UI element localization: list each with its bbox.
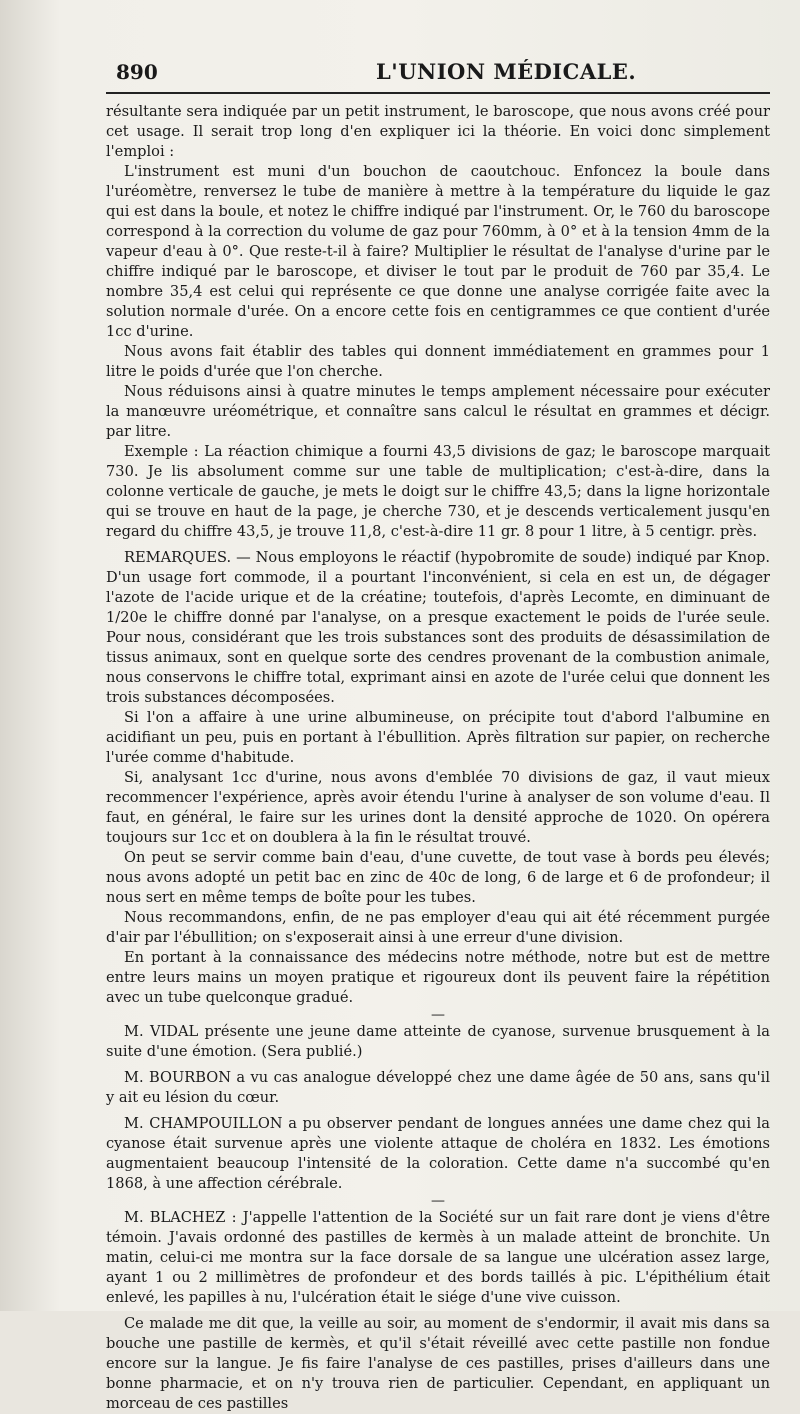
section-separator: — <box>431 1193 445 1209</box>
paragraph: En portant à la connaissance des médecins notre méthode, notre but est de mettre entre leurs mains un moyen pratique et rigoureux dont ils peuvent faire la répétition avec un tube quelconque gradué. <box>106 949 770 1006</box>
running-title: L'UNION MÉDICALE. <box>376 59 637 84</box>
paragraph: L'instrument est muni d'un bouchon de caoutchouc. Enfoncez la boule dans l'uréomètre, renversez le tube de manière à mettre à la température du liquide le gaz qui est dans la boule, et notez le chiffre indiqué par l'instrument. Or, le 760 du baroscope correspond à la correction du volume de gaz pour 760mm, à 0° et à la tension 4mm de la vapeur d'eau à 0°. Que reste-t-il à faire? Multiplier le résultat de l'analyse d'urine par le chiffre indiqué par le baroscope, et diviser le tout par le produit de 760 par 35,4. Le nombre 35,4 est celui qui représente ce que donne une analyse corrigée faite avec la solution normale d'urée. On a encore cette fois en centigrammes ce que contient d'urée 1cc d'urine. <box>106 163 770 340</box>
paragraph: M. VIDAL présente une jeune dame atteinte de cyanose, survenue brusquement à la suite d'une émotion. (Sera publié.) <box>106 1023 770 1060</box>
page-header <box>106 52 770 94</box>
section-separator: — <box>431 1007 445 1023</box>
paragraph: Si, analysant 1cc d'urine, nous avons d'emblée 70 divisions de gaz, il vaut mieux recommencer l'expérience, après avoir étendu l'urine à analyser de son volume d'eau. Il faut, en général, le faire sur les urines dont la densité approche de 1020. On opérera toujours sur 1cc et on doublera à la fin le résultat trouvé. <box>106 769 770 846</box>
body-text <box>106 102 770 1414</box>
paragraph: Nous avons fait établir des tables qui donnent immédiatement en grammes pour 1 litre le poids d'urée que l'on cherche. <box>106 343 770 380</box>
paragraph: Ce malade me dit que, la veille au soir, au moment de s'endormir, il avait mis dans sa bouche une pastille de kermès, et qu'il s'était réveillé avec cette pastille non fondue encore sur la langue. Je fis faire l'analyse de ces pastilles, prises d'ailleurs dans une bonne pharmacie, et on n'y trouva rien de particulier. Cependant, en appliquant un morceau de ces pastilles <box>106 1315 770 1412</box>
paragraph: M. BLACHEZ : J'appelle l'attention de la Société sur un fait rare dont je viens d'être témoin. J'avais ordonné des pastilles de kermès à un malade atteint de bronchite. Un matin, celui-ci me montra sur la face dorsale de sa langue une ulcération assez large, ayant 1 ou 2 millimètres de profondeur et des bords taillés à pic. L'épithélium était enlevé, les papilles à nu, l'ulcération était le siége d'une vive cuisson. <box>106 1209 770 1306</box>
page-number: 890 <box>116 60 158 84</box>
paragraph: Si l'on a affaire à une urine albumineuse, on précipite tout d'abord l'albumine en acidifiant un peu, puis en portant à l'ébullition. Après filtration sur papier, on recherche l'urée comme d'habitude. <box>106 709 770 766</box>
paragraph: Nous recommandons, enfin, de ne pas employer d'eau qui ait été récemment purgée d'air par l'ébullition; on s'exposerait ainsi à une erreur d'une division. <box>106 909 770 946</box>
paragraph: Exemple : La réaction chimique a fourni 43,5 divisions de gaz; le baroscope marquait 730. Je lis absolument comme sur une table de multiplication; c'est-à-dire, dans la colonne verticale de gauche, je mets le doigt sur le chiffre 43,5; dans la ligne horizontale qui se trouve en haut de la page, je cherche 730, et je descends verticalement jusqu'en regard du chiffre 43,5, je trouve 11,8, c'est-à-dire 11 gr. 8 pour 1 litre, à 5 centigr. près. <box>106 443 770 540</box>
paragraph: REMARQUES. — Nous employons le réactif (hypobromite de soude) indiqué par Knop. D'un usage fort commode, il a pourtant l'inconvénient, si cela en est un, de dégager l'azote de l'acide urique et de la créatine; toutefois, d'après Lecomte, en diminuant de 1/20e le chiffre donné par l'analyse, on a presque exactement le poids de l'urée seule. Pour nous, considérant que les trois substances sont des produits de désassimilation de tissus animaux, sont en quelque sorte des cendres provenant de la combustion animale, nous conservons le chiffre total, exprimant ainsi en azote de l'urée celui que donnent les trois substances décomposées. <box>106 549 770 706</box>
paragraph: On peut se servir comme bain d'eau, d'une cuvette, de tout vase à bords peu élevés; nous avons adopté un petit bac en zinc de 40c de long, 6 de large et 6 de profondeur; il nous sert en même temps de boîte pour les tubes. <box>106 849 770 906</box>
paragraph: résultante sera indiquée par un petit instrument, le baroscope, que nous avons créé pour cet usage. Il serait trop long d'en expliquer ici la théorie. En voici donc simplement l'emploi : <box>106 103 770 160</box>
paragraph: M. BOURBON a vu cas analogue développé chez une dame âgée de 50 ans, sans qu'il y ait eu lésion du cœur. <box>106 1069 770 1106</box>
paragraph: Nous réduisons ainsi à quatre minutes le temps amplement nécessaire pour exécuter la manœuvre uréométrique, et connaître sans calcul le résultat en grammes et décigr. par litre. <box>106 383 770 440</box>
paragraph: M. CHAMPOUILLON a pu observer pendant de longues années une dame chez qui la cyanose était survenue après une violente attaque de choléra en 1832. Les émotions augmentaient beaucoup l'intensité de la coloration. Cette dame n'a succombé qu'en 1868, à une affection cérébrale. <box>106 1115 770 1192</box>
